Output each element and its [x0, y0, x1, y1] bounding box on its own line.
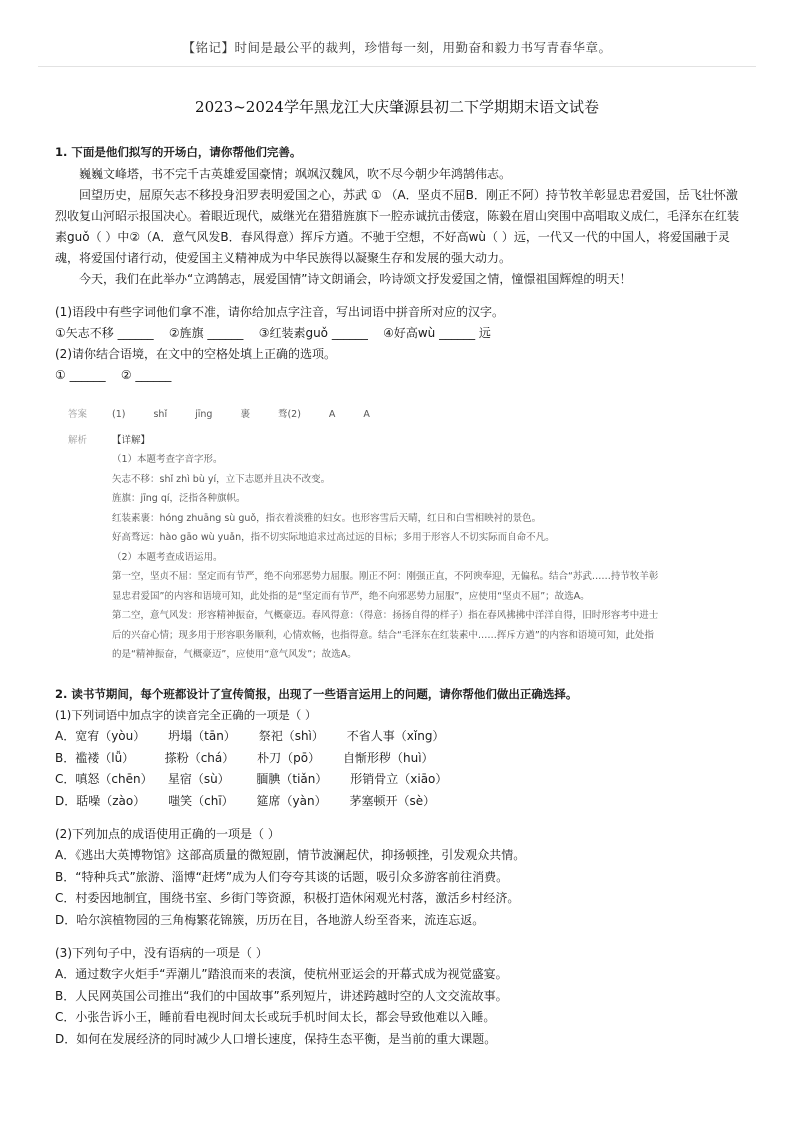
q2-sub2-option-b: B．“特种兵式”旅游、淄博“赶烤”成为人们夸夸其谈的话题，吸引众多游客前往消费。	[55, 869, 509, 884]
spacer	[55, 290, 745, 302]
q2-sub1-option-d: D．聒噪（zào） 嗤笑（chī） 筵席（yàn） 茅塞顿开（sè）	[55, 793, 436, 808]
answer-item: 骛(2)	[277, 409, 301, 420]
q2-sub1: (1)下列词语中加点字的读音完全正确的一项是（ ）	[55, 708, 317, 722]
page-motto: 【铭记】时间是最公平的裁判，珍惜每一刻，用勤奋和毅力书写青春华章。	[182, 40, 612, 55]
q2-sub2-option-a: A．《逃出大英博物馆》这部高质量的微短剧，情节波澜起伏，抑扬顿挫，引发观众共情。	[55, 848, 526, 862]
q1-paragraph-2: 回望历史，屈原矢志不移投身汨罗表明爱国之心，苏武 ① （A．坚贞不屈B．刚正不阿）持节牧羊彰显忠君爱国，岳飞壮怀激烈收复山河昭示报国决心。着眼近现代，威继光在猎猎旌旗下一腔赤诚抗击倭寇，陈毅在眉山突围中高唱取义成仁，毛泽东在红装素guǒ（ ）中②（A．意气风发B．春风得意）挥斥方遒。不驰于空想，不好高wù（ ）远，一代又一代的中国人，将爱国融于灵魂，将爱国付诸行动，使爱国主义精神成为中华民族得以凝聚生存和发展的强大动力。	[55, 188, 740, 265]
q2-sub3-option-b: B．人民网英国公司推出“我们的中国故事”系列短片，讲述跨越时空的人文交流故事。	[55, 988, 508, 1003]
answer-1-row	[68, 405, 738, 425]
q2-sub3-option-a: A．通过数字火炬手“弄潮儿”踏浪而来的表演，使杭州亚运会的开幕式成为视觉盛宴。	[55, 967, 508, 981]
q2-sub3: (3)下列句子中，没有语病的一项是（ ）	[55, 946, 268, 960]
detail-line: 【详解】	[112, 434, 151, 446]
question-1-head: 1. 下面是他们拟写的开场白，请你帮他们完善。	[55, 145, 302, 159]
q1-sub1-items	[55, 323, 745, 344]
q2-sub1-option-b: B．褴褛（lǚ） 搽粉（chá） 朴刀（pō） 自惭形秽（huì）	[55, 750, 434, 765]
detail-label: 解析	[68, 434, 88, 446]
answer-item: (1)	[112, 409, 126, 420]
question-2	[55, 684, 745, 1050]
q1-paragraph-1: 巍巍文峰塔，书不完千古英雄爱国豪情；飒飒汉魏风，吹不尽今朝少年鸿鹄伟志。	[79, 167, 512, 181]
q1-sub1-item-1: ①矢志不移 ______	[55, 326, 154, 340]
detail-line: 红装素裹：hóng zhuāng sù guǒ，指衣着淡雅的妇女。也形容雪后天晴，红日和白雪相映衬的景色。	[112, 512, 542, 524]
detail-line: 矢志不移：shǐ zhì bù yí，立下志愿并且决不改变。	[112, 473, 331, 485]
answer-item: 裹	[240, 409, 250, 420]
answer-item: shǐ	[153, 409, 168, 420]
detail-line: （1）本题考查字音字形。	[112, 454, 223, 465]
q2-sub2-option-d: D．哈尔滨植物园的三角梅繁花锦簇，历历在目，各地游人纷至沓来，流连忘返。	[55, 912, 485, 927]
q1-sub2-item-2: ② ______	[120, 368, 172, 382]
q2-sub3-option-c: C．小张告诉小王，睡前看电视时间太长或玩手机时间太长，都会导致他难以入睡。	[55, 1010, 496, 1024]
detail-line: 显忠君爱国”的内容和语境可知，此处指的是“坚定而有节严，绝不向邪恶势力屈服”，应使用“坚贞不屈”；故选A。	[112, 590, 590, 602]
question-1	[55, 142, 745, 386]
answer-item: A	[363, 409, 370, 420]
detail-line: 第一空，坚贞不屈：坚定而有节严，绝不向邪恶势力屈服。刚正不阿：刚强正直，不阿谀奉迎，无偏私。结合“苏武……持节牧羊彰	[112, 571, 659, 582]
detail-line: 好高骛远：hào gāo wù yuǎn，指不切实际地追求过高过远的目标；多用于形容人不切实际而自命不凡。	[112, 532, 555, 543]
detail-row-1	[68, 431, 738, 451]
page-title: 2023~2024学年黑龙江大庆肇源县初二下学期期末语文试卷	[195, 98, 599, 116]
question-2-head: 2. 读书节期间，每个班都设计了宣传简报，出现了一些语言运用上的问题，请你帮他们做出正确选择。	[55, 687, 578, 701]
answer-1-block	[68, 405, 738, 665]
q1-sub1-item-4: ④好高wù ______ 远	[383, 326, 491, 340]
answer-item: jīng	[195, 409, 213, 420]
detail-line: 后的兴奋心情；现多用于形容职务顺利，心情欢畅，也指得意。结合“毛泽东在红装素中……挥斥方遒”的内容和语境可知，此处指	[112, 629, 654, 641]
q1-sub2-item-1: ① ______	[55, 368, 106, 382]
header-divider	[38, 66, 756, 67]
q1-sub1: (1)语段中有些字词他们拿不准，请你给加点字注音，写出词语中拼音所对应的汉字。	[55, 305, 505, 319]
q2-sub1-option-c: C．嗔怒（chēn） 星宿（sù） 腼腆（tiǎn） 形销骨立（xiāo）	[55, 772, 448, 786]
q1-sub1-item-3: ③红装素guǒ ______	[258, 326, 368, 340]
q1-sub2: (2)请你结合语境，在文中的空格处填上正确的选项。	[55, 347, 337, 361]
detail-line: 旌旗：jīng qí，泛指各种旗帜。	[112, 493, 246, 504]
q1-paragraph-3: 今天，我们在此举办“立鸿鹄志，展爱国情”诗文朗诵会，吟诗颂文抒发爱国之情，憧憬祖国辉煌的明天！	[79, 272, 632, 286]
detail-line: 第二空，意气风发：形容精神振奋，气概豪迈。春风得意：（得意：扬扬自得的样子）指在春风拂拂中洋洋自得，旧时形容考中进士	[112, 610, 659, 621]
q2-sub1-option-a: A．宽宥（yòu） 坍塌（tān） 祭祀（shì） 不省人事（xǐng）	[55, 729, 445, 743]
q2-sub2-option-c: C．村委因地制宜，围绕书室、乡街门等资源，积极打造休闲观光村落，激活乡村经济。	[55, 891, 520, 905]
detail-line: （2）本题考查成语运用。	[112, 551, 223, 563]
q1-sub2-items	[55, 365, 745, 386]
q2-sub2: (2)下列加点的成语使用正确的一项是（ ）	[55, 827, 280, 841]
q1-sub1-item-2: ②旌旗 ______	[168, 326, 244, 340]
detail-line: 的是“精神振奋，气概豪迈”，应使用“意气风发”；故选A。	[112, 649, 357, 660]
answer-label: 答案	[68, 409, 88, 420]
q2-sub3-option-d: D．如何在发展经济的同时减少人口增长速度，保持生态平衡，是当前的重大课题。	[55, 1031, 497, 1046]
answer-item: A	[328, 409, 336, 420]
